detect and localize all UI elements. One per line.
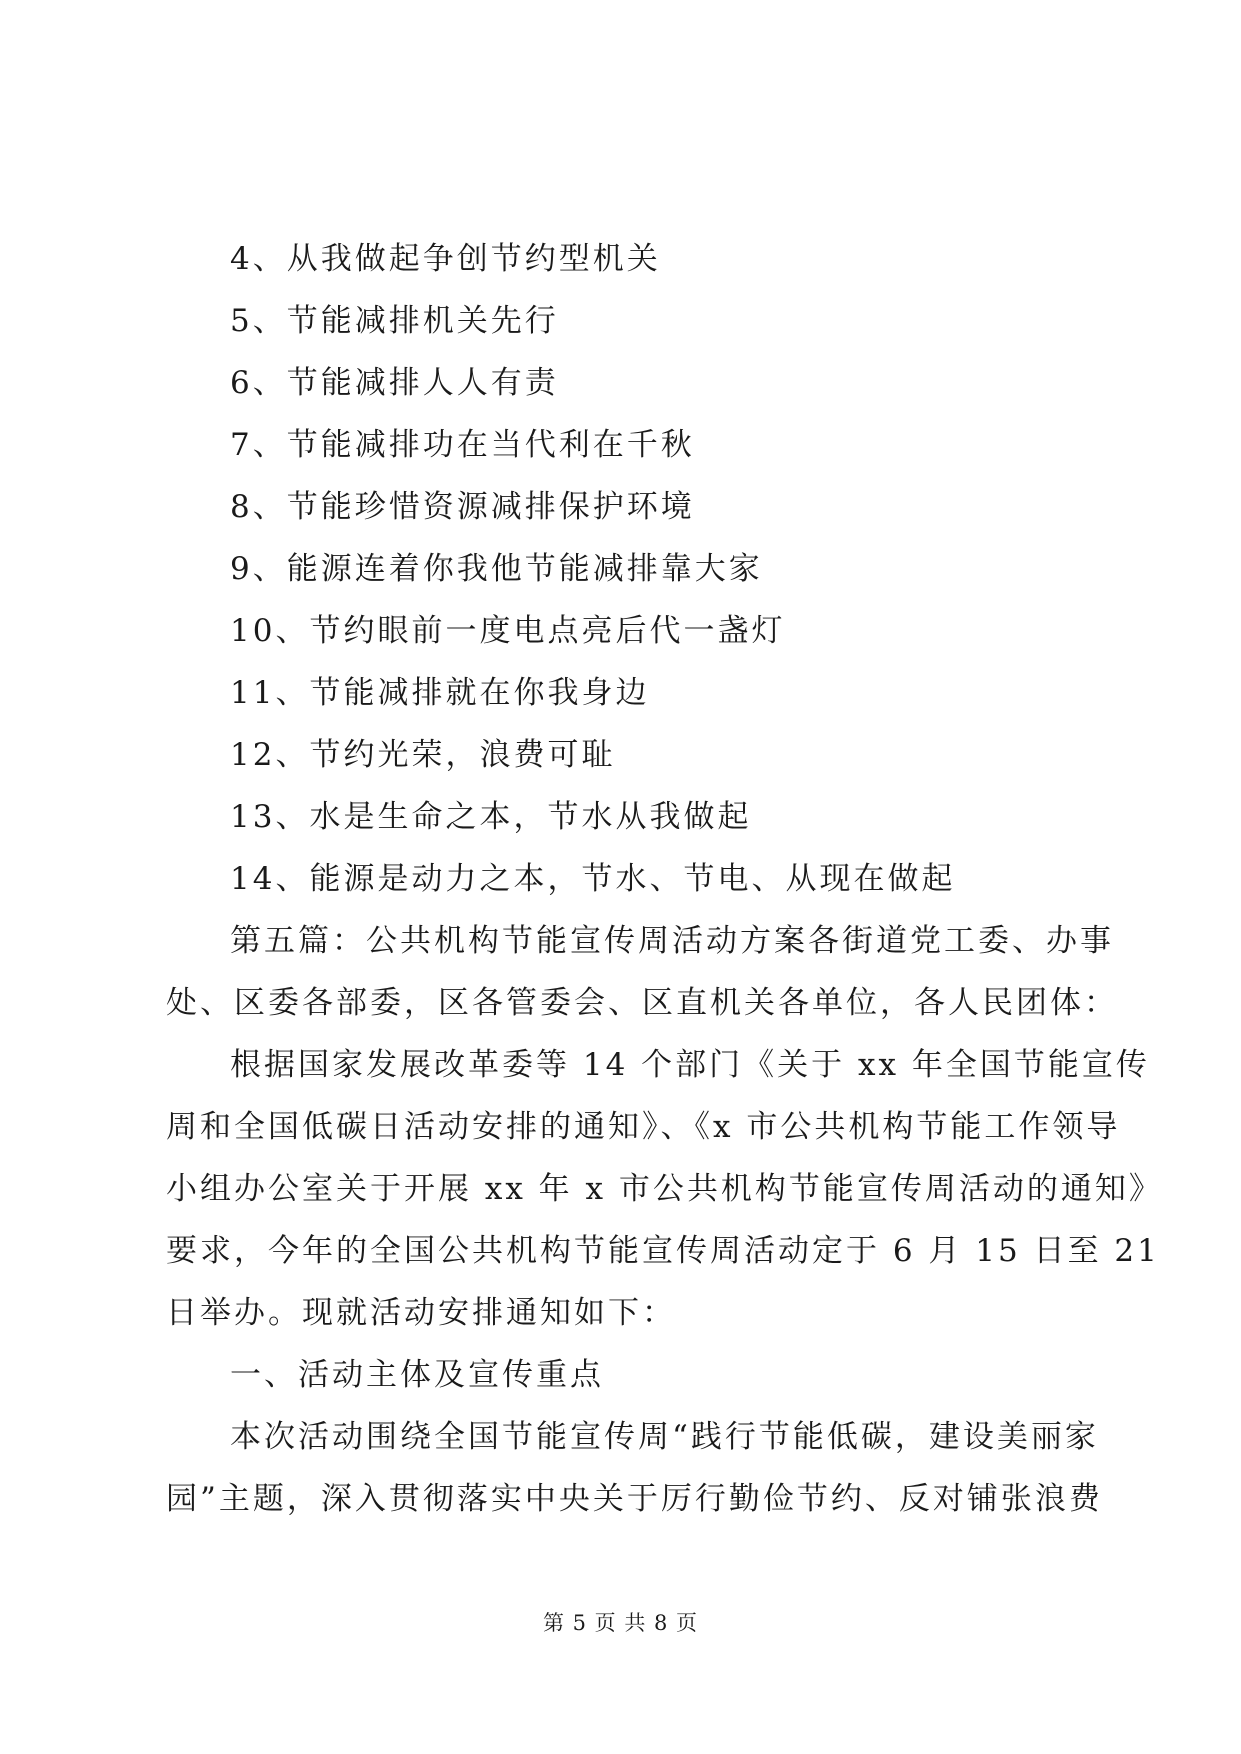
- document-body: [166, 228, 1163, 1530]
- section-title-line: 第五篇：公共机构节能宣传周活动方案各街道党工委、办事: [230, 923, 1114, 959]
- paragraph-line: 周和全国低碳日活动安排的通知》、《x 市公共机构节能工作领导: [166, 1109, 1121, 1145]
- slogan-line: 7、节能减排功在当代利在千秋: [230, 427, 695, 463]
- slogan-line: 14、能源是动力之本，节水、节电、从现在做起: [230, 861, 956, 897]
- page-footer: 第 5 页 共 8 页: [542, 1611, 699, 1635]
- slogan-line: 6、节能减排人人有责: [230, 365, 559, 401]
- paragraph-line: 日举办。现就活动安排通知如下：: [166, 1295, 676, 1331]
- slogan-line: 4、从我做起争创节约型机关: [230, 241, 661, 277]
- paragraph-line: 根据国家发展改革委等 14 个部门《关于 xx 年全国节能宣传: [230, 1047, 1150, 1083]
- slogan-line: 13、水是生命之本，节水从我做起: [230, 799, 752, 835]
- paragraph-line: 本次活动围绕全国节能宣传周“践行节能低碳，建设美丽家: [230, 1419, 1099, 1455]
- paragraph-line: 小组办公室关于开展 xx 年 x 市公共机构节能宣传周活动的通知》: [166, 1171, 1163, 1207]
- slogan-line: 5、节能减排机关先行: [230, 303, 559, 339]
- paragraph-line: 园”主题，深入贯彻落实中央关于厉行勤俭节约、反对铺张浪费: [166, 1481, 1103, 1517]
- heading-line: 一、活动主体及宣传重点: [230, 1357, 604, 1393]
- slogan-line: 11、节能减排就在你我身边: [230, 675, 650, 711]
- slogan-line: 9、能源连着你我他节能减排靠大家: [230, 551, 763, 587]
- paragraph-line: 要求，今年的全国公共机构节能宣传周活动定于 6 月 15 日至 21: [166, 1233, 1160, 1269]
- slogan-line: 10、节约眼前一度电点亮后代一盏灯: [230, 613, 786, 649]
- slogan-line: 8、节能珍惜资源减排保护环境: [230, 489, 695, 525]
- slogan-line: 12、节约光荣，浪费可耻: [230, 737, 616, 773]
- paragraph-line: 处、区委各部委，区各管委会、区直机关各单位，各人民团体：: [166, 985, 1118, 1021]
